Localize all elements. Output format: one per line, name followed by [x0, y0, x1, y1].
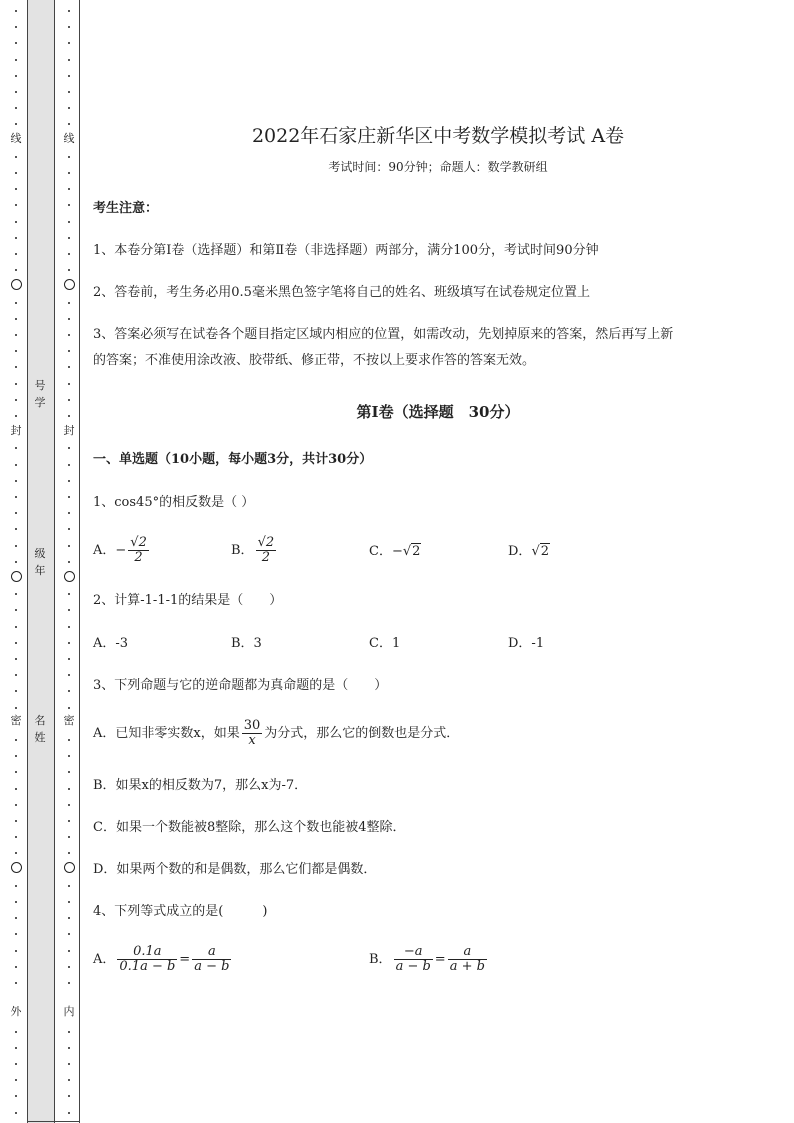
outer-mark-feng: 封 [10, 424, 22, 437]
binding-dot [15, 480, 17, 482]
binding-dot [68, 334, 70, 336]
outer-circle-icon [11, 571, 22, 582]
binding-dot [15, 10, 17, 12]
binding-dot [15, 950, 17, 952]
binding-dot [68, 788, 70, 790]
binding-dot [68, 399, 70, 401]
outer-mark-xian: 线 [10, 132, 22, 145]
q4-option-a [93, 945, 233, 974]
inner-circle-icon [64, 279, 75, 290]
binding-dot [68, 642, 70, 644]
q4-a-left-numerator: 0.1a [117, 945, 177, 960]
inner-dotted-line [63, 0, 75, 1123]
binding-dot [68, 771, 70, 773]
binding-dot [15, 415, 17, 417]
q1-a-fraction [128, 536, 149, 565]
binding-dot [68, 1112, 70, 1114]
binding-dot [68, 91, 70, 93]
field-label-class: 级 年 [34, 547, 46, 577]
exam-title: 2022年石家庄新华区中考数学模拟考试 A卷 [251, 125, 625, 147]
binding-dot [68, 836, 70, 838]
binding-dot [68, 739, 70, 741]
binding-dot [15, 447, 17, 449]
binding-dot [68, 26, 70, 28]
binding-dot [68, 318, 70, 320]
q1-a-label: A．− [93, 543, 127, 558]
q1-b-fraction [256, 536, 277, 565]
binding-dot [15, 771, 17, 773]
binding-dot [15, 399, 17, 401]
binding-dot [15, 188, 17, 190]
binding-dot [68, 302, 70, 304]
question-1-stem: 1、cos45°的相反数是（ ） [93, 495, 255, 510]
binding-dot [68, 528, 70, 530]
binding-dot [68, 674, 70, 676]
binding-dot [15, 593, 17, 595]
q3-a-denominator: x [248, 733, 256, 748]
q1-d-radicand: 2 [540, 544, 550, 559]
question-4-stem: 4、下列等式成立的是( ) [93, 904, 268, 919]
binding-dot [68, 204, 70, 206]
binding-dot [68, 1031, 70, 1033]
binding-dot [68, 188, 70, 190]
binding-dot [68, 593, 70, 595]
binding-dot [68, 885, 70, 887]
q3-option-c: C．如果一个数能被8整除，那么这个数也能被4整除． [93, 820, 406, 835]
q4-a-right-fraction [192, 945, 231, 974]
binding-dot [15, 26, 17, 28]
binding-dot [15, 545, 17, 547]
binding-dot [15, 804, 17, 806]
inner-mark-mi: 密 [63, 714, 75, 727]
binding-dot [68, 512, 70, 514]
binding-dot [68, 59, 70, 61]
binding-dot [68, 1079, 70, 1081]
outer-mark-mi: 密 [10, 714, 22, 727]
binding-dot [68, 42, 70, 44]
binding-dot [68, 609, 70, 611]
binding-dot [68, 901, 70, 903]
binding-dot [15, 334, 17, 336]
binding-dot [15, 674, 17, 676]
binding-dot [15, 318, 17, 320]
outer-circle-icon [11, 279, 22, 290]
q1-a-numerator: √2 [130, 535, 147, 550]
q3-a-fraction [242, 719, 263, 748]
q4-a-equals: = [179, 952, 191, 967]
binding-dot [68, 10, 70, 12]
q4-b-right-fraction [448, 945, 487, 974]
binding-margin [0, 0, 82, 1123]
inner-circle-icon [64, 862, 75, 873]
binding-dot [15, 658, 17, 660]
binding-dot [15, 788, 17, 790]
q4-b-right-numerator: a [448, 945, 487, 960]
binding-dot [15, 933, 17, 935]
q4-b-label: B． [369, 952, 392, 967]
outer-mark-wai: 外 [10, 1005, 22, 1018]
binding-dot [15, 1031, 17, 1033]
binding-dot [15, 1095, 17, 1097]
binding-dot [15, 253, 17, 255]
binding-dot [15, 836, 17, 838]
q4-a-label: A． [93, 952, 116, 967]
q4-b-right-denominator: a + b [449, 959, 485, 974]
q3-a-numerator: 30 [243, 718, 261, 733]
q2-option-b: B．3 [231, 636, 262, 651]
q3-option-a [93, 719, 459, 748]
q4-a-left-fraction [117, 945, 177, 974]
binding-dot [68, 350, 70, 352]
q1-option-b [231, 536, 278, 565]
binding-dot [15, 609, 17, 611]
q4-b-equals: = [434, 952, 446, 967]
q4-a-right-denominator: a − b [194, 959, 230, 974]
binding-dot [68, 269, 70, 271]
q1-option-a [93, 536, 151, 565]
binding-dot [15, 204, 17, 206]
binding-dot [68, 415, 70, 417]
binding-dot [68, 75, 70, 77]
q4-b-left-numerator: −a [394, 945, 433, 960]
binding-dot [15, 966, 17, 968]
binding-dot [68, 658, 70, 660]
section-title: 第Ⅰ卷（选择题 30分） [356, 403, 520, 421]
binding-dot [68, 917, 70, 919]
notes-heading: 考生注意： [93, 201, 159, 216]
q1-option-d [508, 543, 550, 561]
note-item: 的答案；不准使用涂改液、胶带纸、修正带，不按以上要求作答的答案无效。 [93, 353, 536, 368]
q1-b-denominator: 2 [261, 550, 270, 565]
q4-b-left-fraction [394, 945, 433, 974]
q1-b-numerator: √2 [257, 535, 275, 550]
binding-dot [68, 1063, 70, 1065]
binding-dot [15, 885, 17, 887]
binding-dot [15, 1079, 17, 1081]
binding-dot [68, 561, 70, 563]
q2-option-a: A．-3 [93, 636, 129, 651]
binding-dot [68, 626, 70, 628]
inner-mark-nei: 内 [63, 1005, 75, 1018]
binding-dot [68, 1095, 70, 1097]
binding-dot [68, 464, 70, 466]
inner-mark-xian: 线 [63, 132, 75, 145]
binding-dot [15, 690, 17, 692]
q4-option-b [369, 945, 489, 974]
outer-circle-icon [11, 862, 22, 873]
q3-option-b: B．如果x的相反数为7，那么x为-7． [93, 778, 308, 793]
binding-dot [15, 901, 17, 903]
binding-dot [15, 75, 17, 77]
q2-option-c: C．1 [369, 636, 401, 651]
binding-dot [68, 933, 70, 935]
q4-b-left-denominator: a − b [395, 959, 431, 974]
binding-dot [15, 350, 17, 352]
binding-dot [15, 91, 17, 93]
binding-dot [68, 383, 70, 385]
binding-dot [15, 221, 17, 223]
binding-dot [68, 221, 70, 223]
binding-dot [68, 966, 70, 968]
binding-dot [68, 107, 70, 109]
binding-dot [15, 59, 17, 61]
binding-dot [15, 464, 17, 466]
binding-dot [68, 1047, 70, 1049]
field-label-student-id: 号 学 [34, 379, 46, 409]
q1-c-radicand: 2 [412, 544, 421, 559]
sqrt-icon: √2 [531, 544, 550, 559]
exam-subtitle: 考试时间：90分钟；命题人：数学教研组 [328, 160, 548, 174]
binding-dot [15, 626, 17, 628]
binding-dot [68, 852, 70, 854]
binding-dot [15, 561, 17, 563]
binding-dot [15, 302, 17, 304]
binding-dot [68, 480, 70, 482]
binding-dot [68, 237, 70, 239]
q1-b-label: B． [231, 543, 254, 558]
binding-dot [68, 820, 70, 822]
binding-dot [68, 447, 70, 449]
binding-dot [15, 852, 17, 854]
field-label-name: 名 姓 [34, 714, 46, 744]
binding-dot [15, 1047, 17, 1049]
binding-dot [68, 982, 70, 984]
binding-dot [15, 172, 17, 174]
outer-dotted-line [10, 0, 22, 1123]
binding-dot [68, 804, 70, 806]
q1-option-c [369, 543, 421, 561]
binding-dot [68, 253, 70, 255]
note-item: 3、答案必须写在试卷各个题目指定区域内相应的位置，如需改动，先划掉原来的答案，然后再写上新 [93, 327, 674, 342]
q1-a-denominator: 2 [134, 550, 143, 565]
binding-dot [15, 755, 17, 757]
binding-dot [68, 366, 70, 368]
binding-dot [15, 528, 17, 530]
binding-dot [68, 123, 70, 125]
inner-mark-feng: 封 [63, 424, 75, 437]
binding-rule [79, 0, 80, 1123]
binding-dot [15, 156, 17, 158]
q3-a-prefix: A．已知非零实数x，如果 [93, 726, 240, 741]
binding-dot [68, 690, 70, 692]
q4-a-left-denominator: 0.1a − b [119, 959, 176, 974]
binding-dot [68, 172, 70, 174]
q1-c-label: C．− [369, 544, 403, 559]
binding-dot [68, 545, 70, 547]
binding-dot [15, 820, 17, 822]
binding-dot [15, 982, 17, 984]
binding-dot [15, 1112, 17, 1114]
binding-dot [68, 496, 70, 498]
binding-dot [15, 383, 17, 385]
binding-dot [15, 739, 17, 741]
sqrt-icon: √2 [402, 544, 421, 559]
binding-dot [68, 156, 70, 158]
q3-a-suffix: 为分式，那么它的倒数也是分式． [264, 726, 460, 741]
binding-dot [68, 950, 70, 952]
binding-dot [68, 707, 70, 709]
note-item: 1、本卷分第Ⅰ卷（选择题）和第Ⅱ卷（非选择题）两部分，满分100分，考试时间90分钟 [93, 243, 599, 258]
question-2-stem: 2、计算-1-1-1的结果是（ ） [93, 593, 283, 608]
binding-dot [15, 237, 17, 239]
q3-option-d: D．如果两个数的和是偶数，那么它们都是偶数． [93, 862, 377, 877]
binding-dot [15, 642, 17, 644]
binding-dot [15, 366, 17, 368]
binding-dot [15, 42, 17, 44]
binding-dot [15, 123, 17, 125]
q1-d-label: D． [508, 544, 532, 559]
binding-dot [15, 917, 17, 919]
q4-a-right-numerator: a [192, 945, 231, 960]
binding-dot [15, 107, 17, 109]
part-heading: 一、单选题（10小题，每小题3分，共计30分） [93, 452, 373, 467]
binding-dot [15, 269, 17, 271]
binding-dot [15, 707, 17, 709]
question-3-stem: 3、下列命题与它的逆命题都为真命题的是（ ） [93, 678, 388, 693]
binding-dot [15, 496, 17, 498]
note-item: 2、答卷前，考生务必用0.5毫米黑色签字笔将自己的姓名、班级填写在试卷规定位置上 [93, 285, 590, 300]
binding-dot [15, 512, 17, 514]
q2-option-d: D．-1 [508, 636, 545, 651]
binding-dot [68, 755, 70, 757]
binding-dot [15, 1063, 17, 1065]
inner-circle-icon [64, 571, 75, 582]
